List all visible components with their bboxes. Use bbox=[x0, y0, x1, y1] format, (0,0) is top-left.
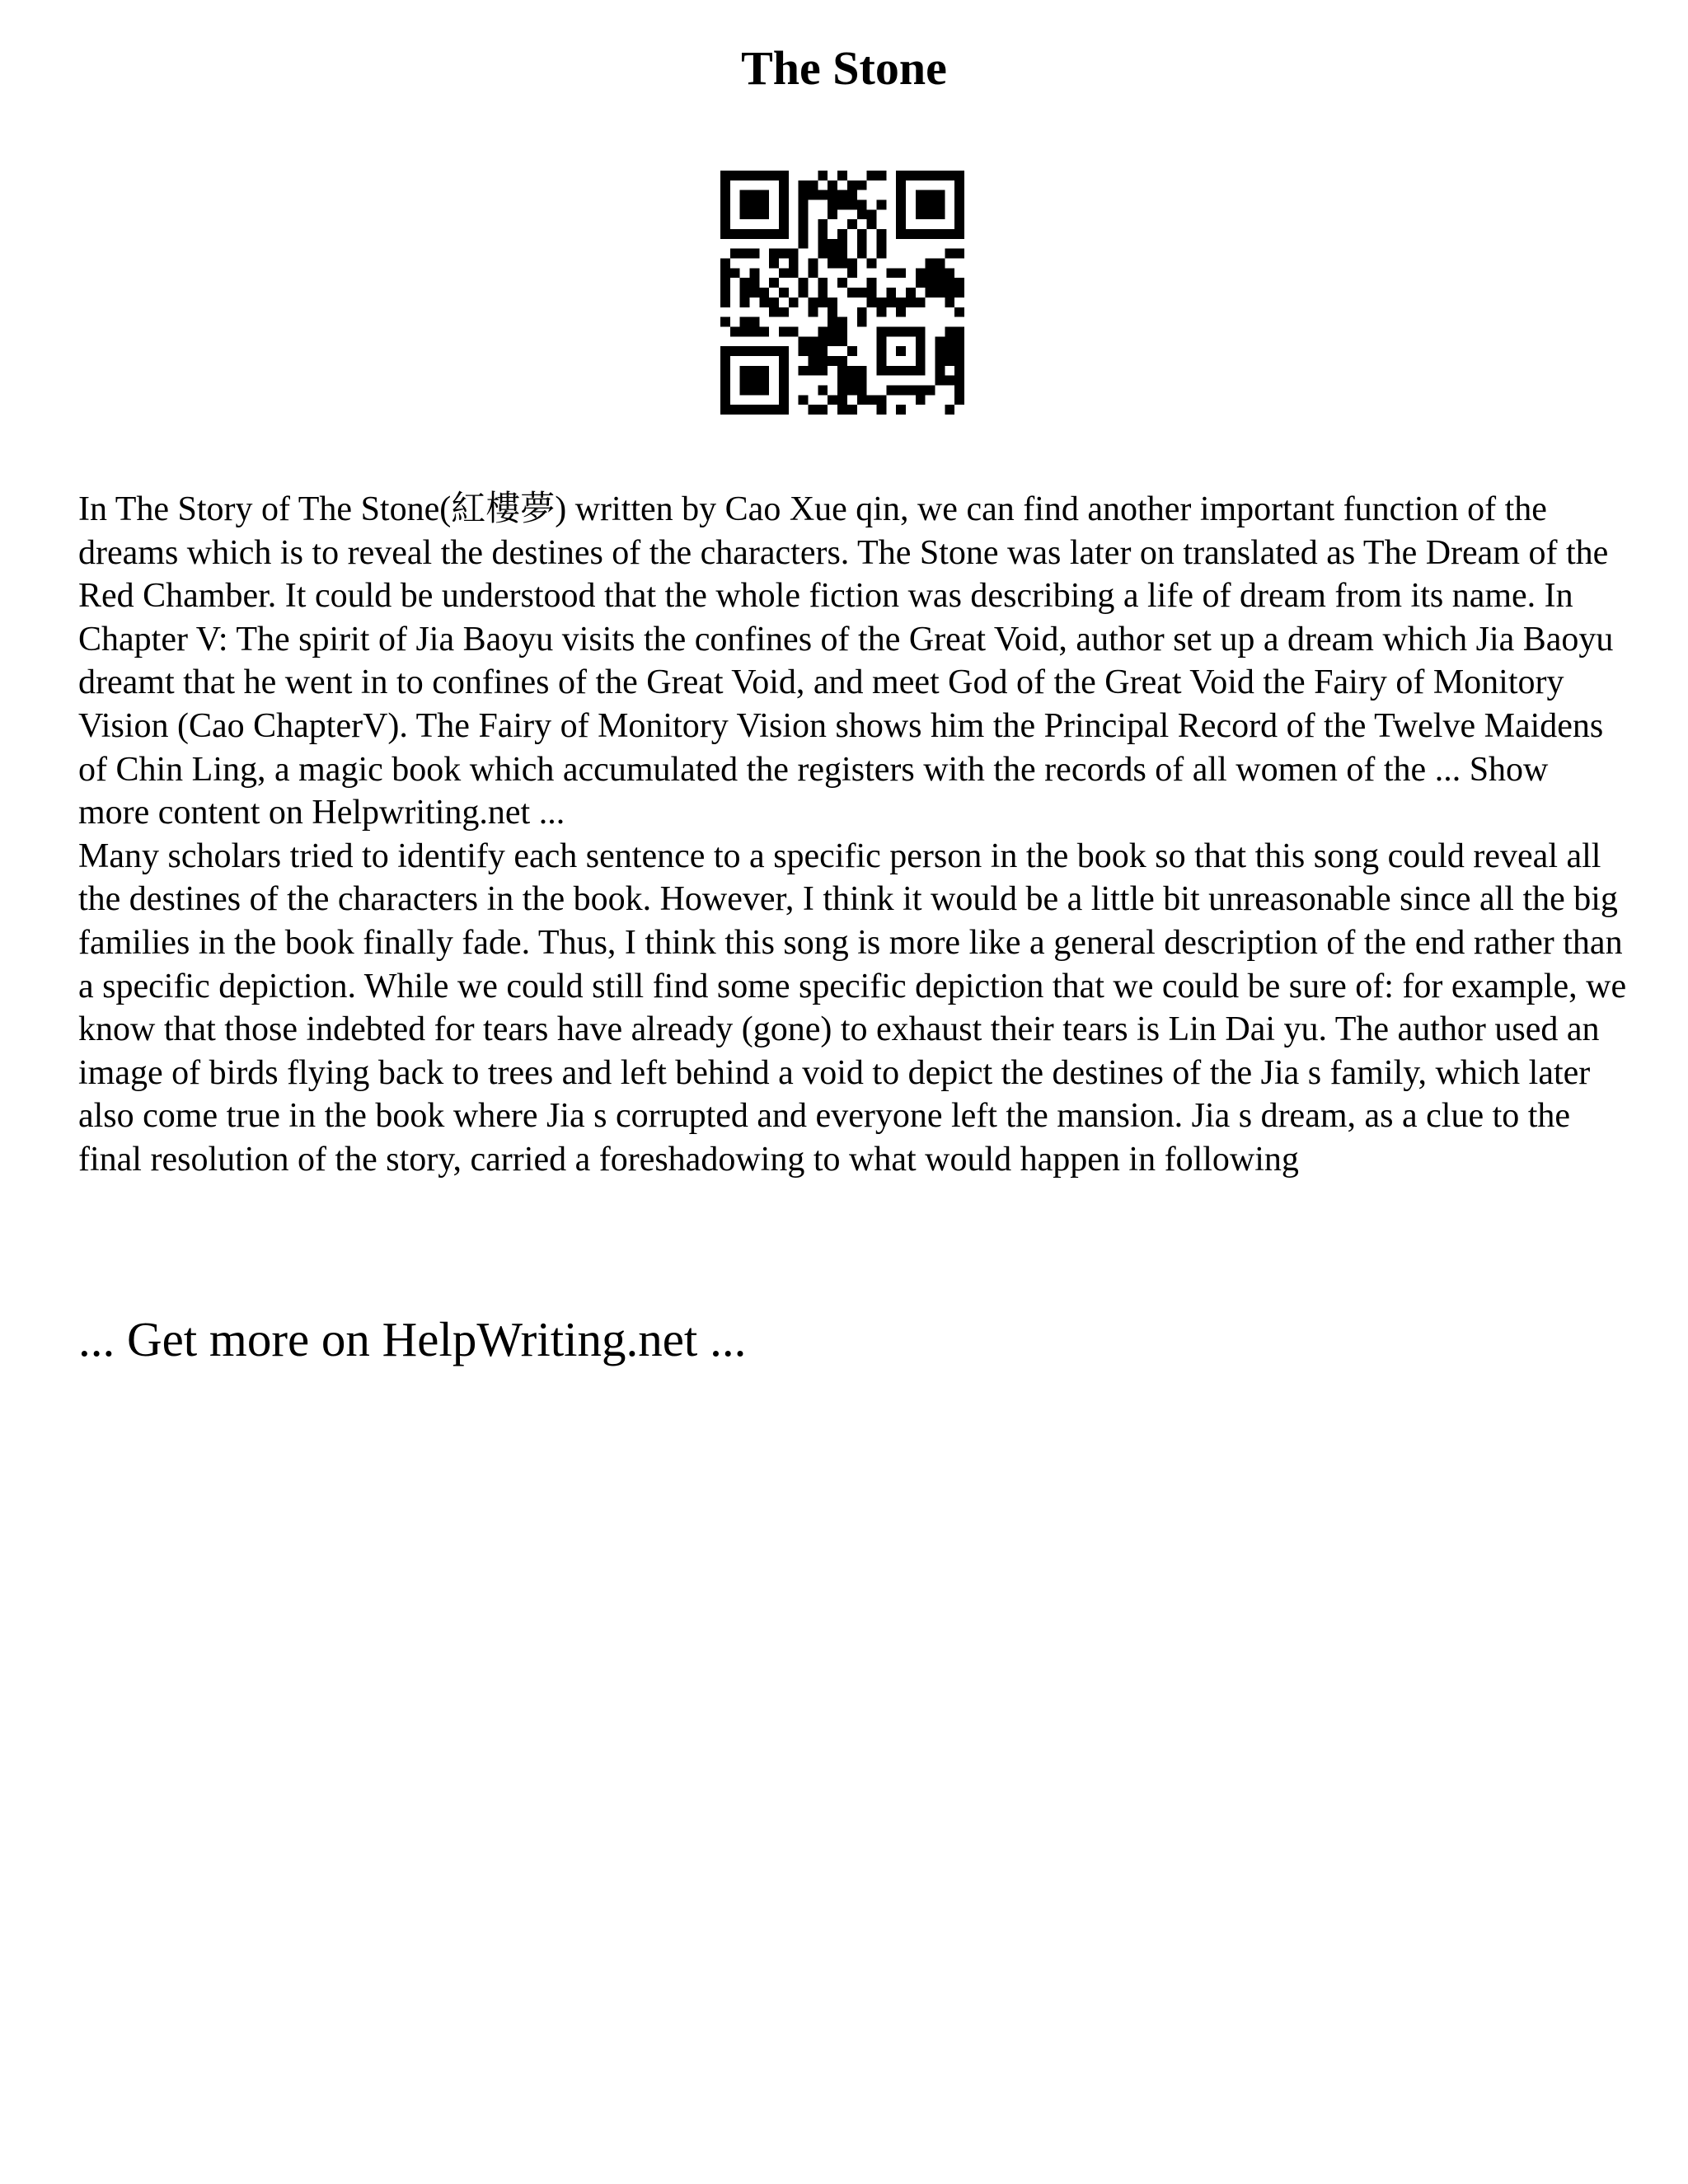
article-body bbox=[78, 488, 1628, 1182]
qr-code-icon bbox=[720, 171, 964, 415]
get-more-link[interactable]: ... Get more on HelpWriting.net ... bbox=[78, 1312, 747, 1366]
paragraph-2: Many scholars tried to identify each sentence to a specific person in the book so that this song could reveal all the destines of the characters in the book. However, I think it would be a little bit unreasonable since all the big families in the book finally fade. Thus, I think this song is more like a general description of the end rather than a specific depiction. While we could still find some specific depiction that we could be sure of: for example, we know that those indebted for tears have already (gone) to exhaust their tears is Lin Dai yu. The author used an image of birds flying back to trees and left behind a void to depict the destines of the Jia s family, which later also come true in the book where Jia s corrupted and everyone left the mansion. Jia s dream, as a clue to the final resolution of the story, carried a foreshadowing to what would happen in following bbox=[78, 837, 1627, 1179]
page-title: The Stone bbox=[741, 41, 947, 95]
paragraph-1: In The Story of The Stone(紅樓夢) written by Cao Xue qin, we can find another important function of the dreams which is to reveal the destines of the characters. The Stone was later on translated as The Dream of the Red Chamber. It could be understood that the whole fiction was describing a life of dream from its name. In Chapter V: The spirit of Jia Baoyu visits the confines of the Great Void, author set up a dream which Jia Baoyu dreamt that he went in to confines of the Great Void, and meet God of the Great Void the Fairy of Monitory Vision (Cao ChapterV). The Fairy of Monitory Vision shows him the Principal Record of the Twelve Maidens of Chin Ling, a magic book which accumulated the registers with the records of all women of the ... Show more content on Helpwriting.net ... bbox=[78, 490, 1614, 832]
